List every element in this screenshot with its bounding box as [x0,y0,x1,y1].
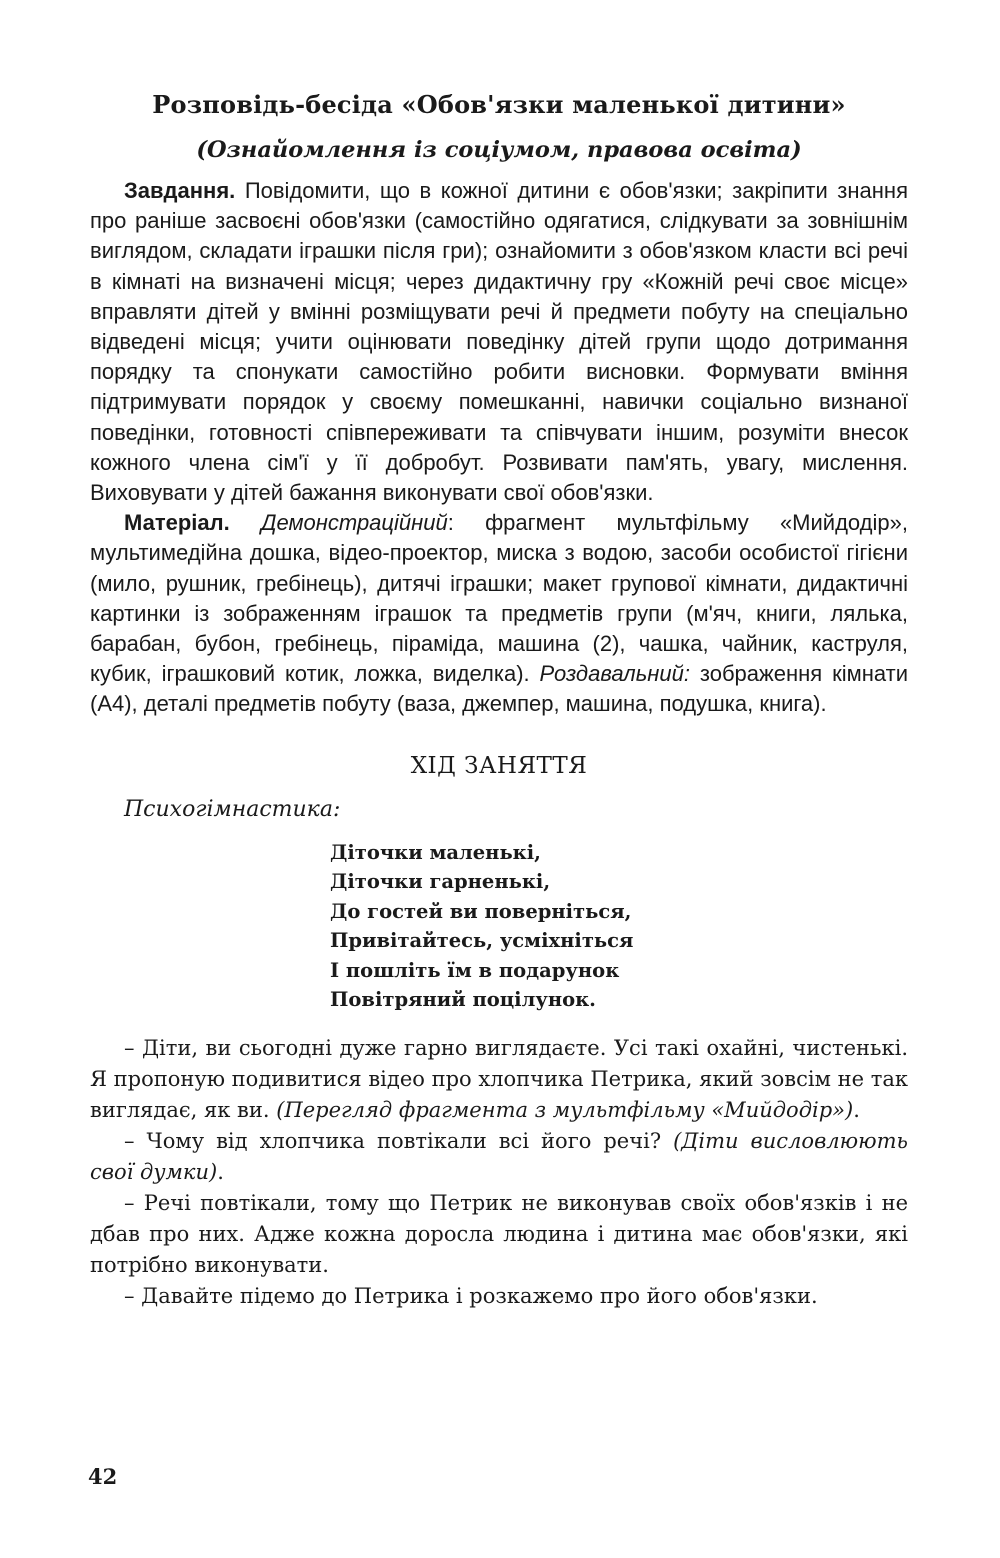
poem-line: Діточки гарненькі, [330,870,551,894]
material-demo-label: Демонстраційний [260,510,448,536]
poem-line: Діточки маленькі, [330,840,541,864]
dialogue-paragraph [90,1126,908,1188]
dialogue-paragraph [90,1281,908,1312]
dialogue-remark: (Діти висловлюють свої думки) [90,1128,908,1184]
material-paragraph [90,508,908,719]
dialogue-remark: (Перегляд фрагмента з мультфільму «Мийдодір») [276,1097,854,1122]
poem [330,838,908,1015]
poem-line: Повітряний поцілунок. [330,988,596,1012]
material-demo-text: : фрагмент мультфільму «Мийдодір», мультимедійна дошка, відео-проектор, миска з водою, засоби особистої гігієни (мило, рушник, гребінець), дитячі іграшки; макет групової кімнати, дидактичні картинки із зображенням іграшок та предметів групи (м'яч, книги, лялька, барабан, бубон, гребінець, піраміда, машина (2), чашка, чайник, каструля, кубик, іграшковий котик, ложка, виделка). [90,510,908,687]
dialogue-text: – Чому від хлопчика повтікали всі його речі? [124,1128,674,1153]
section-heading: ХІД ЗАНЯТТЯ [410,752,588,779]
poem-line: І пошліть їм в подарунок [330,958,620,982]
page-number: 42 [88,1464,118,1489]
psycho-colon: : [332,796,341,822]
material-handout-text: зображення кімнати (А4), деталі предметів побуту (ваза, джемпер, машина, подушка, книга). [90,661,908,717]
dialogue-paragraph [90,1033,908,1126]
material-label: Матеріал. [124,510,230,536]
dialogue-text: – Давайте підемо до Петрика і розкажемо про його обов'язки. [124,1283,818,1308]
dialogue-text: – Речі повтікали, тому що Петрик не виконував своїх обов'язків і не дбав про них. Адже кожна доросла людина і дитина має обов'язки, які потрібно виконувати. [90,1190,908,1277]
lesson-subtitle: (Ознайомлення із соціумом, правова освіта) [196,137,802,163]
dialogue-paragraph [90,1188,908,1281]
dialogue-text: – Діти, ви сьогодні дуже гарно виглядаєте. Усі такі охайні, чистенькі. Я пропоную подивитися відео про хлопчика Петрика, який зовсім не так виглядає, як ви. [90,1035,908,1122]
dialogue-tail: . [853,1097,860,1122]
dialogue-tail: . [217,1159,224,1184]
task-label: Завдання. [124,178,236,203]
lesson-title: Розповідь-бесіда «Обов'язки маленької дитини» [152,90,846,119]
poem-line: До гостей ви поверніться, [330,899,632,923]
psycho-heading [124,794,908,826]
material-handout-label: Роздавальний: [539,661,690,687]
poem-line: Привітайтесь, усміхніться [330,929,634,953]
task-paragraph [90,176,908,508]
psycho-label: Психогімнастика [124,796,333,822]
task-text: Повідомити, що в кожної дитини є обов'язки; закріпити знання про раніше засвоєні обов'язки (самостійно одягатися, слідкувати за зовнішнім виглядом, складати іграшки після гри); ознайомити з обов'язком класти всі речі в кімнаті на визначені місця; через дидактичну гру «Кожній речі своє місце» вправляти дітей у вмінні розміщувати речі й предмети побуту на спеціально відведені місця; учити оцінювати поведінку дітей групи щодо дотримання порядку та спонукати самостійно робити висновки. Формувати вміння підтримувати порядок у своєму помешканні, навички соціально визнаної поведінки, готовності співпереживати та співчувати іншим, розуміти внесок кожного члена сім'ї у її добробут. Розвивати пам'ять, увагу, мислення. Виховувати у дітей бажання виконувати свої обов'язки. [90,178,908,506]
